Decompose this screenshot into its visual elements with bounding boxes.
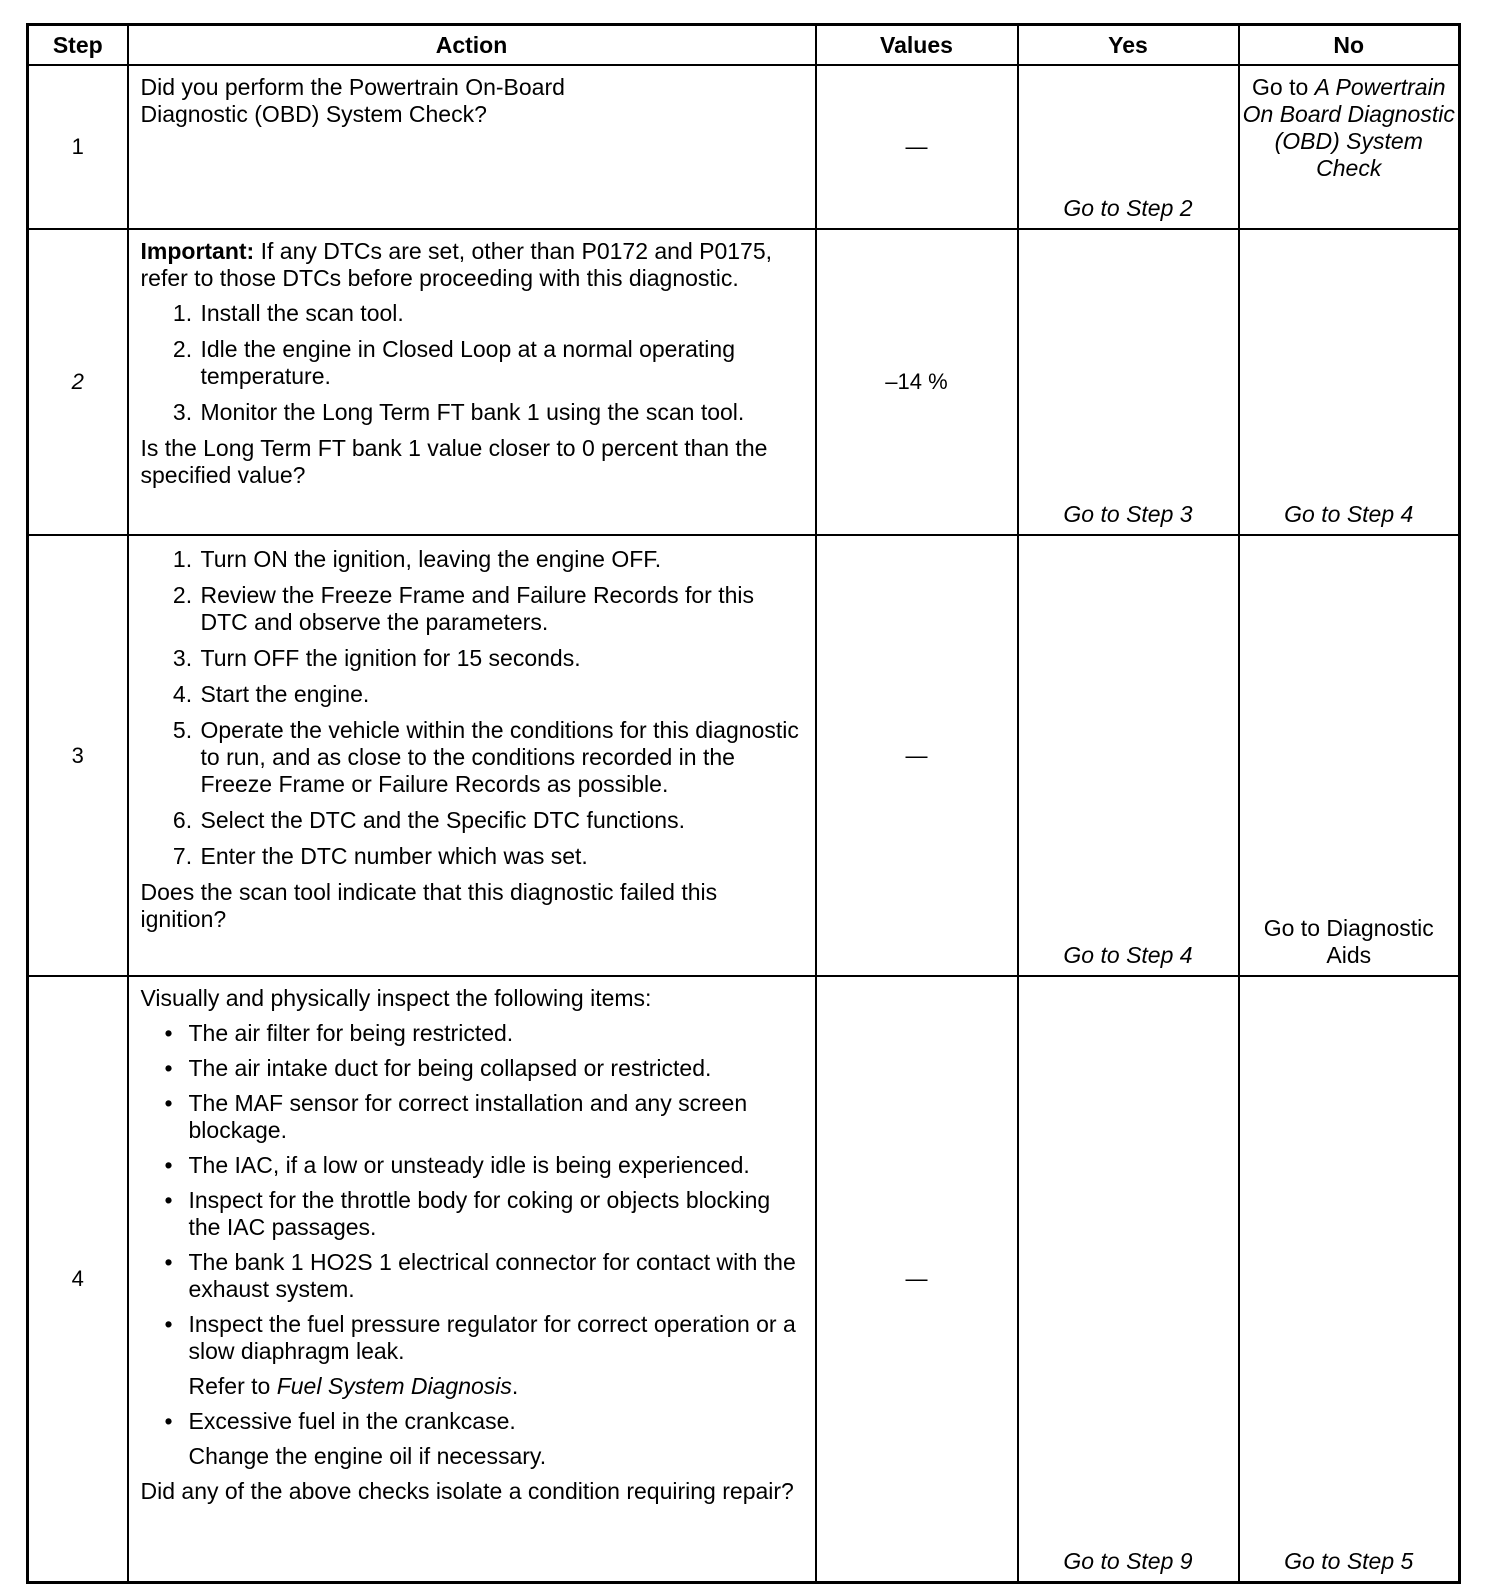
values-cell: — (816, 535, 1018, 976)
bullet-icon: • (164, 1152, 173, 1178)
no-cell (1239, 976, 1460, 1583)
header-yes: Yes (1018, 25, 1239, 66)
action-question: Does the scan tool indicate that this diagnostic failed this ignition? (140, 879, 718, 932)
no-link[interactable]: A Powertrain On Board Diagnostic (OBD) System Check (1242, 74, 1455, 181)
bullet-icon: • (164, 1090, 173, 1116)
procedure-list (141, 300, 805, 426)
no-cell (1239, 65, 1460, 229)
yes-link[interactable]: Go to Step 3 (1063, 501, 1193, 527)
procedure-step: 2. Review the Freeze Frame and Failure Records for this DTC and observe the parameters. (199, 582, 805, 636)
no-link[interactable]: Go to Step 5 (1284, 1548, 1414, 1574)
inspection-intro: Visually and physically inspect the following items: (140, 985, 652, 1011)
procedure-step: 7. Enter the DTC number which was set. (199, 843, 805, 870)
inspection-item: • Inspect the fuel pressure regulator for correct operation or a slow diaphragm leak. Refer to Fuel System Diagnosis. (189, 1311, 805, 1400)
bullet-icon: • (164, 1055, 173, 1081)
yes-link[interactable]: Go to Step 9 (1063, 1548, 1193, 1574)
action-cell (128, 65, 816, 229)
procedure-step: 6. Select the DTC and the Specific DTC functions. (199, 807, 805, 834)
header-values: Values (816, 25, 1018, 66)
yes-cell (1018, 976, 1239, 1583)
table-row (28, 229, 1460, 535)
procedure-step: 4. Start the engine. (199, 681, 805, 708)
no-link[interactable]: Go to Diagnostic Aids (1263, 915, 1434, 968)
important-note (141, 238, 805, 292)
inspection-item: • The air intake duct for being collapsed or restricted. (164, 1055, 712, 1081)
step-number: 2 (28, 229, 128, 535)
action-cell (128, 535, 816, 976)
bullet-icon: • (164, 1408, 173, 1434)
header-no: No (1239, 25, 1460, 66)
inspection-item: • The bank 1 HO2S 1 electrical connector for contact with the exhaust system. (164, 1249, 796, 1302)
action-question: Did you perform the Powertrain On-Board Diagnostic (OBD) System Check? (140, 74, 565, 127)
inspection-list (141, 1020, 805, 1470)
important-text: If any DTCs are set, other than P0172 and P0175, refer to those DTCs before proceeding with this diagnostic. (140, 238, 773, 291)
header-step: Step (28, 25, 128, 66)
inspection-item: • The air filter for being restricted. (164, 1020, 514, 1046)
procedure-step: 3. Turn OFF the ignition for 15 seconds. (199, 645, 805, 672)
yes-cell (1018, 535, 1239, 976)
yes-cell (1018, 229, 1239, 535)
action-question: Did any of the above checks isolate a condition requiring repair? (140, 1478, 794, 1504)
yes-link[interactable]: Go to Step 4 (1063, 942, 1193, 968)
values-cell: — (816, 65, 1018, 229)
bullet-icon: • (164, 1249, 173, 1275)
table-row (28, 976, 1460, 1583)
no-link-prefix: Go to (1252, 74, 1315, 100)
header-action: Action (128, 25, 816, 66)
inspection-item: • The IAC, if a low or unsteady idle is being experienced. (164, 1152, 750, 1178)
inspection-item: • The MAF sensor for correct installation and any screen blockage. (164, 1090, 748, 1143)
values-cell: –14 % (816, 229, 1018, 535)
procedure-step: 1. Install the scan tool. (199, 300, 805, 327)
diagnostic-table (26, 23, 1461, 1584)
no-cell (1239, 229, 1460, 535)
action-question: Is the Long Term FT bank 1 value closer to 0 percent than the specified value? (140, 435, 768, 488)
yes-cell (1018, 65, 1239, 229)
step-number: 3 (28, 535, 128, 976)
bullet-icon: • (164, 1020, 173, 1046)
table-row (28, 65, 1460, 229)
fuel-system-diagnosis-link[interactable]: Fuel System Diagnosis (276, 1373, 512, 1399)
procedure-list (141, 546, 805, 870)
bullet-icon: • (164, 1187, 173, 1213)
procedure-step: 5. Operate the vehicle within the conditions for this diagnostic to run, and as close to the conditions recorded in the Freeze Frame or Failure Records as possible. (199, 717, 805, 798)
procedure-step: 2. Idle the engine in Closed Loop at a normal operating temperature. (199, 336, 805, 390)
bullet-icon: • (164, 1311, 173, 1337)
step-number: 1 (28, 65, 128, 229)
procedure-step: 3. Monitor the Long Term FT bank 1 using the scan tool. (199, 399, 805, 426)
no-cell (1239, 535, 1460, 976)
table-row (28, 535, 1460, 976)
action-cell (128, 976, 816, 1583)
values-cell: — (816, 976, 1018, 1583)
inspection-note: Change the engine oil if necessary. (188, 1443, 547, 1469)
procedure-step: 1. Turn ON the ignition, leaving the engine OFF. (199, 546, 805, 573)
no-link[interactable]: Go to Step 4 (1284, 501, 1414, 527)
action-cell (128, 229, 816, 535)
header-row (28, 25, 1460, 66)
yes-link[interactable]: Go to Step 2 (1063, 195, 1193, 221)
inspection-item: • Excessive fuel in the crankcase. Change the engine oil if necessary. (189, 1408, 805, 1470)
step-number: 4 (28, 976, 128, 1583)
important-label: Important: (140, 238, 255, 264)
inspection-item: • Inspect for the throttle body for coking or objects blocking the IAC passages. (164, 1187, 771, 1240)
inspection-note: Refer to Fuel System Diagnosis. (188, 1373, 519, 1399)
